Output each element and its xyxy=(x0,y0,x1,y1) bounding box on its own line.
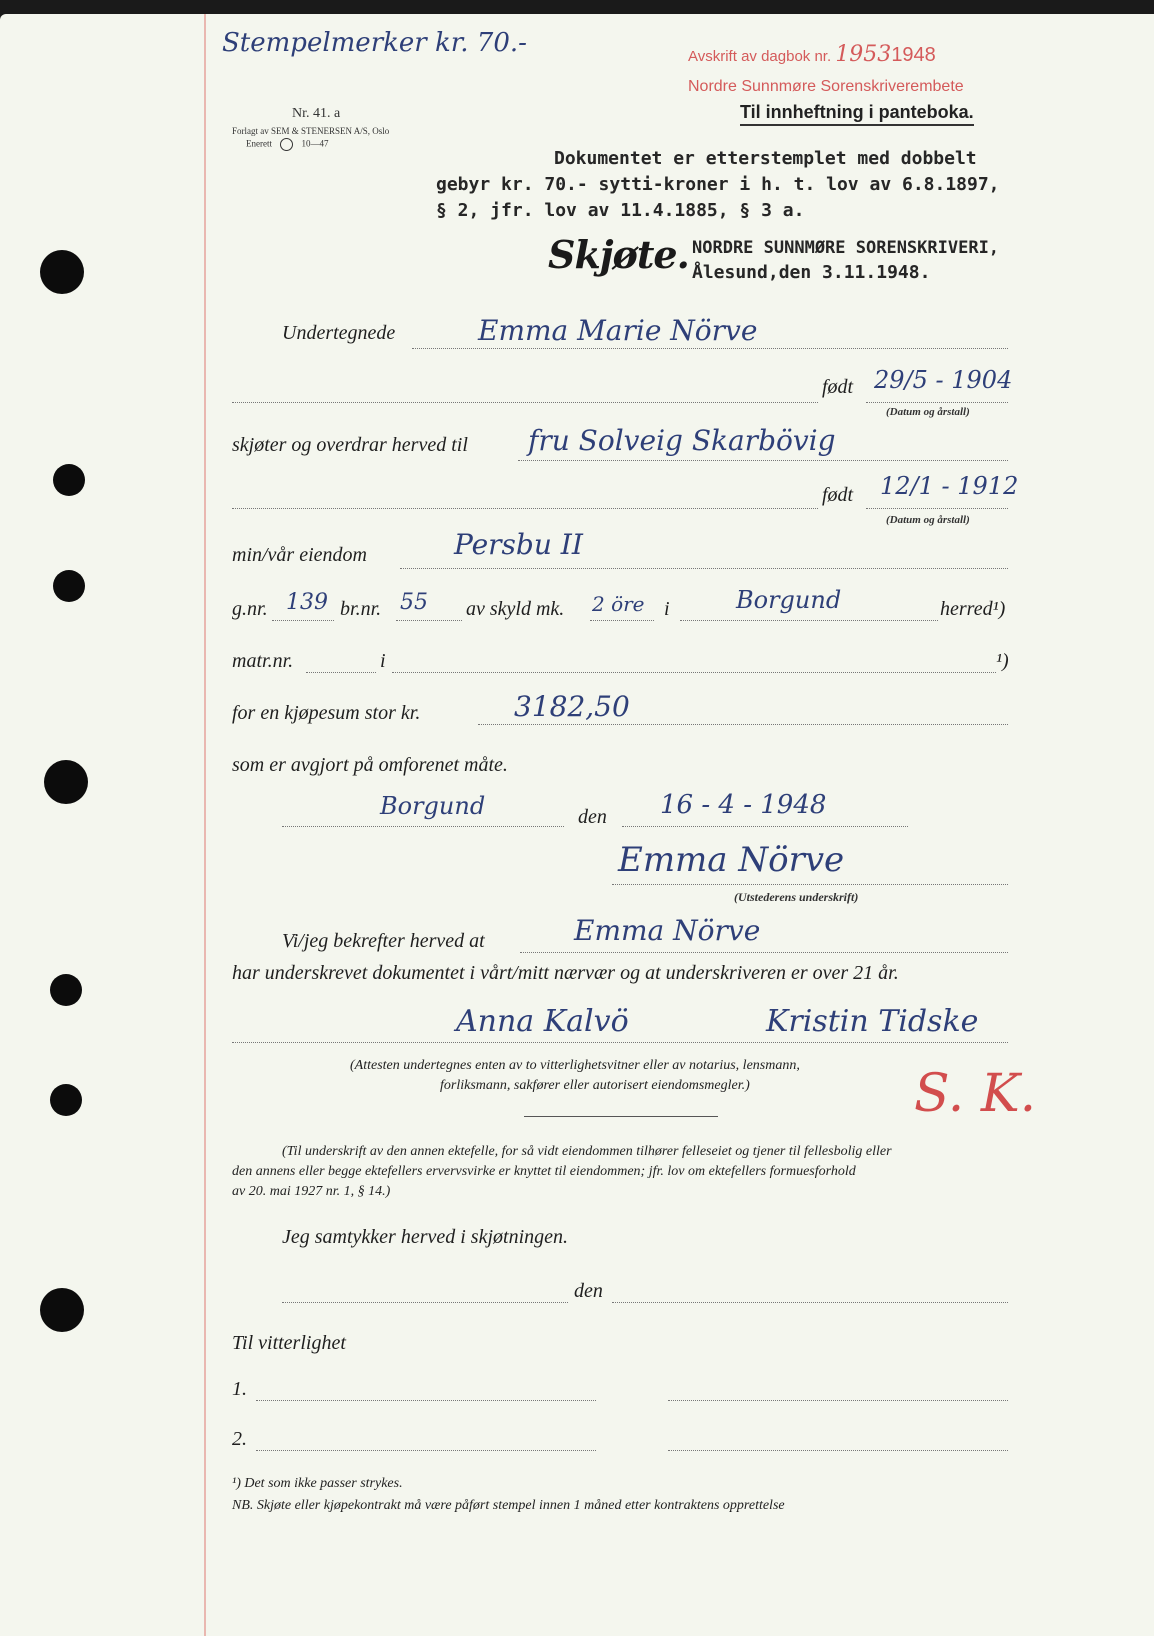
document-page xyxy=(0,14,1154,1636)
typed-stamp-line3: § 2, jfr. lov av 11.4.1885, § 3 a. xyxy=(436,200,805,221)
matr-i-label: i xyxy=(380,650,386,672)
kjopesum-label: for en kjøpesum stor kr. xyxy=(232,702,421,724)
eiendom-label: min/vår eiendom xyxy=(232,544,367,566)
witness1-signature: Anna Kalvö xyxy=(456,1004,629,1039)
place-line xyxy=(282,826,564,827)
vitterlighet-item-2: 2. xyxy=(232,1428,247,1450)
attest-note-2: forliksmann, sakfører eller autorisert eiendomsmegler.) xyxy=(440,1078,750,1093)
avskrift-prefix: Avskrift av dagbok nr. xyxy=(688,48,832,65)
separator-line xyxy=(524,1116,718,1117)
skyld-label: av skyld mk. xyxy=(466,598,565,620)
footnote-2: NB. Skjøte eller kjøpekontrakt må være påført stempel innen 1 måned etter kontraktens opprettelse xyxy=(232,1498,785,1513)
fodt2-line xyxy=(866,508,1008,509)
herred-line xyxy=(680,620,938,621)
typed-stamp-line4: NORDRE SUNNMØRE SORENSKRIVERI, xyxy=(692,238,1000,258)
fodt2-line-pre xyxy=(232,508,818,509)
punch-hole xyxy=(40,1288,84,1332)
margin-rule xyxy=(204,14,206,1636)
gnr-label: g.nr. xyxy=(232,598,268,620)
brnr-line xyxy=(396,620,462,621)
stamp-duty-note: Stempelmerker kr. 70.- xyxy=(222,28,527,58)
punch-hole xyxy=(53,570,85,602)
skyld-line xyxy=(590,620,654,621)
herred-label: herred¹) xyxy=(940,598,1006,620)
spouse-place-line xyxy=(282,1302,568,1303)
witness2-signature: Kristin Tidske xyxy=(766,1004,979,1039)
typed-stamp-line2: gebyr kr. 70.- sytti-kroner i h. t. lov av 6.8.1897, xyxy=(436,174,1000,195)
punch-hole xyxy=(53,464,85,496)
skyld-value: 2 öre xyxy=(592,592,645,616)
form-number: Nr. 41. a xyxy=(292,106,341,121)
datum-note-1: (Datum og årstall) xyxy=(886,406,970,418)
punch-hole xyxy=(44,760,88,804)
date-value: 16 - 4 - 1948 xyxy=(660,790,827,820)
til-innheftning: Til innheftning i panteboka. xyxy=(740,102,974,126)
matr-line xyxy=(306,672,376,673)
signature-value: Emma Nörve xyxy=(618,840,845,880)
bekrefter-value: Emma Nörve xyxy=(574,914,761,947)
vitterlighet-label: Til vitterlighet xyxy=(232,1332,346,1354)
witness-signature-line xyxy=(232,1042,1008,1043)
fodt1-value: 29/5 - 1904 xyxy=(874,366,1013,394)
gnr-line xyxy=(272,620,334,621)
red-initials: S. K. xyxy=(914,1064,1037,1124)
skyld-i-label: i xyxy=(664,598,670,620)
dagbok-number: 1953 xyxy=(835,42,892,67)
dagbok-year: 1948 xyxy=(891,44,936,66)
punch-hole xyxy=(50,1084,82,1116)
vitterlighet-line-1a xyxy=(256,1400,596,1401)
spouse-note-3: av 20. mai 1927 nr. 1, § 14.) xyxy=(232,1184,391,1199)
spouse-note-1: (Til underskrift av den annen ektefelle, for så vidt eiendommen tilhører felleseiet og tjener til fellesbolig eller xyxy=(282,1144,892,1159)
bekrefter-label: Vi/jeg bekrefter herved at xyxy=(282,930,485,952)
fodt2-value: 12/1 - 1912 xyxy=(880,472,1019,500)
kjopesum-line xyxy=(478,724,1008,725)
eiendom-line xyxy=(400,568,1008,569)
kjopesum-value: 3182,50 xyxy=(514,690,630,723)
fodt1-line-pre xyxy=(232,402,818,403)
vitterlighet-line-2b xyxy=(668,1450,1008,1451)
avgjort-text: som er avgjort på omforenet måte. xyxy=(232,754,508,776)
punch-hole xyxy=(40,250,84,294)
dagbok-stamp xyxy=(688,42,936,67)
signature-note: (Utstederens underskrift) xyxy=(734,890,859,904)
skjoter-label: skjøter og overdrar herved til xyxy=(232,434,468,456)
vitterlighet-line-2a xyxy=(256,1450,596,1451)
spouse-den-label: den xyxy=(574,1280,603,1302)
punch-hole xyxy=(50,974,82,1006)
datum-note-2: (Datum og årstall) xyxy=(886,514,970,526)
fodt1-label: født xyxy=(822,376,854,398)
gnr-value: 139 xyxy=(286,590,328,615)
signature-line xyxy=(612,884,1008,885)
publisher-line: Forlagt av SEM & STENERSEN A/S, Oslo xyxy=(232,126,390,136)
footnote-1: ¹) Det som ikke passer strykes. xyxy=(232,1476,403,1491)
attest-note-1: (Attesten undertegnes enten av to vitterlighetsvitner eller av notarius, lensmann, xyxy=(350,1058,800,1073)
brnr-label: br.nr. xyxy=(340,598,382,620)
typed-stamp-line1: Dokumentet er etterstemplet med dobbelt xyxy=(554,148,977,169)
spouse-note-2: den annens eller begge ektefellers ervervsvirke er knyttet til eiendommen; jfr. lov om ektefellers formuesforhold xyxy=(232,1164,856,1179)
herred-value: Borgund xyxy=(736,586,842,614)
undertegnede-label: Undertegnede xyxy=(282,322,396,344)
spouse-date-line xyxy=(612,1302,1008,1303)
undertegnede-value: Emma Marie Nörve xyxy=(478,314,758,347)
matr-end: ¹) xyxy=(996,650,1009,672)
publisher-logo-icon xyxy=(280,138,293,151)
matr-i-line xyxy=(392,672,996,673)
vitterlighet-line-1b xyxy=(668,1400,1008,1401)
fodt2-label: født xyxy=(822,484,854,506)
bekrefter-line xyxy=(520,952,1008,953)
publisher-enerett xyxy=(246,138,329,151)
enerett-label: Enerett xyxy=(246,138,272,149)
witness-statement: har underskrevet dokumentet i vårt/mitt nærvær og at underskriveren er over 21 år. xyxy=(232,962,899,984)
buyer-value: fru Solveig Skarbövig xyxy=(528,424,836,457)
fodt1-line xyxy=(866,402,1008,403)
place-value: Borgund xyxy=(380,792,486,820)
spouse-consent: Jeg samtykker herved i skjøtningen. xyxy=(282,1226,569,1248)
matr-label: matr.nr. xyxy=(232,650,294,672)
date-den-label: den xyxy=(578,806,607,828)
typed-stamp-line5: Ålesund,den 3.11.1948. xyxy=(692,262,931,283)
brnr-value: 55 xyxy=(400,590,428,615)
date-line xyxy=(622,826,908,827)
undertegnede-line xyxy=(412,348,1008,349)
buyer-line xyxy=(518,460,1008,461)
document-title: Skjøte. xyxy=(548,232,689,277)
vitterlighet-item-1: 1. xyxy=(232,1378,247,1400)
eiendom-value: Persbu II xyxy=(454,528,583,561)
office-stamp: Nordre Sunnmøre Sorenskriverembete xyxy=(688,78,964,95)
publisher-date: 10—47 xyxy=(301,138,329,149)
